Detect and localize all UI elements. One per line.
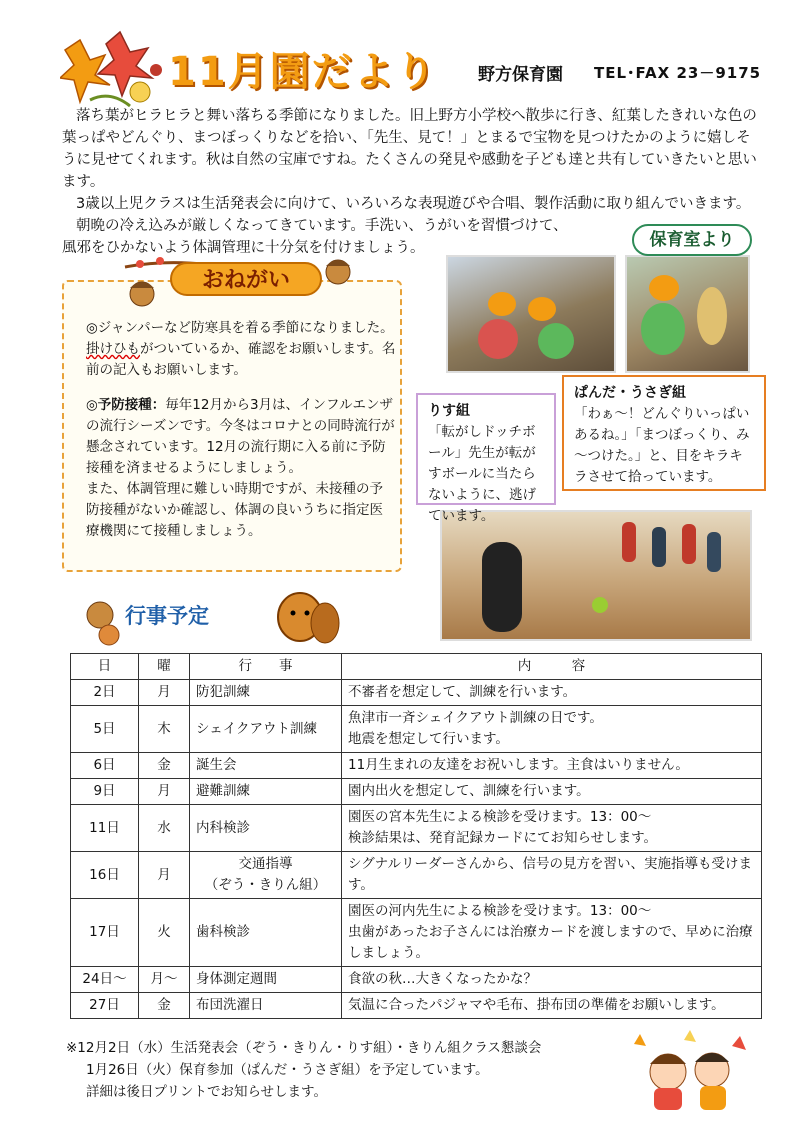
intro-paragraph: 落ち葉がヒラヒラと舞い落ちる季節になりました。旧上野方小学校へ散歩に行き、紅葉したきれいな色の葉っぱやどんぐり、まつぼっくりなどを拾い、「先生、見て！」とまるで宝物を見つけたかのように嬉しそうに見せてくれます。秋は自然の宝庫ですね。たくさんの発見や感動を子ども達と共有していきたいと思います。 <box>62 108 757 190</box>
events-heading: 行事予定 <box>125 604 209 628</box>
panda-usagi-bubble <box>562 375 766 491</box>
table-row <box>71 753 762 779</box>
risu-bubble <box>416 393 556 524</box>
cell-event: シェイクアウト訓練 <box>190 706 342 753</box>
cell-day: 24日～ <box>71 967 139 993</box>
child-pinecone-photo <box>625 255 750 373</box>
table-row <box>71 899 762 967</box>
footer-line: 詳細は後日プリントでお知らせします。 <box>86 1084 327 1100</box>
cell-event: 交通指導 （ぞう・きりん組） <box>190 852 342 899</box>
cell-dow: 火 <box>139 899 190 967</box>
squirrel-icon <box>75 585 345 647</box>
school-name: 野方保育園 <box>478 65 563 85</box>
intro-paragraph: 風邪をひかないよう体調管理に十分気を付けましょう。 <box>62 240 425 256</box>
children-acorn-photo <box>446 255 616 373</box>
cell-detail: 食欲の秋…大きくなったかな？ <box>342 967 762 993</box>
notice-body <box>86 318 396 556</box>
notice-text: 毎年12月から3月は、インフルエンザの流行シーズンです。今冬はコロナとの同時流行が懸念されています。12月の流行期に入る前に予防接種を済ませるようにしましょう。 <box>86 397 395 476</box>
newsletter-title: 11月園だより <box>168 49 438 95</box>
table-row <box>71 680 762 706</box>
cell-dow: 月 <box>139 680 190 706</box>
table-row <box>71 706 762 753</box>
children-leaves-illustration <box>630 1024 750 1119</box>
cell-event: 防犯訓練 <box>190 680 342 706</box>
notice-text: ジャンパーなど防寒具を着る季節になりました。 <box>97 320 394 336</box>
cell-detail: 園医の河内先生による検診を受けます。13：00～ 虫歯があったお子さんには治療カードを渡しますので、早めに治療しましょう。 <box>342 899 762 967</box>
notice-text: がついているか、確認をお願いします。名前の記入もお願いします。 <box>86 341 396 378</box>
table-row <box>71 967 762 993</box>
column-header: 曜 <box>139 654 190 680</box>
table-row <box>71 993 762 1019</box>
cell-day: 17日 <box>71 899 139 967</box>
bubble-title: ぱんだ・うさぎ組 <box>574 385 686 401</box>
cell-day: 11日 <box>71 805 139 852</box>
notice-subheading: 予防接種： <box>97 397 166 413</box>
bubble-text: 「わぁ～！どんぐりいっぱいあるね。」「まつぼっくり、み～つけた。」と、目をキラキラさせて拾っています。 <box>574 406 750 485</box>
bullet-mark: ◎ <box>86 320 98 336</box>
events-table <box>70 653 762 1019</box>
cell-detail: 園内出火を想定して、訓練を行います。 <box>342 779 762 805</box>
cell-dow: 月～ <box>139 967 190 993</box>
cell-detail: 11月生まれの友達をお祝いします。主食はいりません。 <box>342 753 762 779</box>
table-row <box>71 779 762 805</box>
cell-detail: 気温に合ったパジャマや毛布、掛布団の準備をお願いします。 <box>342 993 762 1019</box>
footer-notes <box>66 1037 626 1103</box>
cell-day: 9日 <box>71 779 139 805</box>
bubble-title: りす組 <box>428 403 470 419</box>
cell-detail: 不審者を想定して、訓練を行います。 <box>342 680 762 706</box>
bullet-mark: ◎ <box>86 397 98 413</box>
cell-detail: 園医の宮本先生による検診を受けます。13：00～ 検診結果は、発育記録カードにてお知らせします。 <box>342 805 762 852</box>
intro-paragraph: 3歳以上児クラスは生活発表会に向けて、いろいろな表現遊びや合唱、製作活動に取り組んでいきます。 <box>76 196 751 212</box>
footer-line: ※12月2日（水）生活発表会（ぞう・きりん・りす組）・きりん組クラス懇談会 <box>66 1040 542 1056</box>
notice-text: また、体調管理に難しい時期ですが、未接種の予防接種がないか確認し、体調の良いうちに指定医療機関にて接種しましょう。 <box>86 481 383 539</box>
table-row <box>71 852 762 899</box>
header <box>0 0 807 95</box>
cell-day: 16日 <box>71 852 139 899</box>
intro-paragraph: 朝晩の冷え込みが厳しくなってきています。手洗い、うがいを習慣づけて、 <box>76 218 568 234</box>
cell-event: 内科検診 <box>190 805 342 852</box>
cell-day: 27日 <box>71 993 139 1019</box>
notice-item <box>86 318 396 381</box>
cell-event: 歯科検診 <box>190 899 342 967</box>
cell-detail: 魚津市一斉シェイクアウト訓練の日です。 地震を想定して行います。 <box>342 706 762 753</box>
events-table-body <box>71 680 762 1019</box>
cell-event: 身体測定週間 <box>190 967 342 993</box>
cell-event: 誕生会 <box>190 753 342 779</box>
cell-dow: 金 <box>139 993 190 1019</box>
highlight-text: 掛けひも <box>86 341 140 357</box>
notice-item <box>86 395 396 479</box>
table-row <box>71 805 762 852</box>
cell-day: 6日 <box>71 753 139 779</box>
cell-detail: シグナルリーダーさんから、信号の見方を習い、実施指導も受けます。 <box>342 852 762 899</box>
dodgeball-photo <box>440 510 752 641</box>
notice-title: おねがい <box>170 262 322 296</box>
bubble-text: 「転がしドッチボール」先生が転がすボールに当たらないように、逃げています。 <box>428 424 536 524</box>
cell-event: 避難訓練 <box>190 779 342 805</box>
column-header: 内 容 <box>342 654 762 680</box>
nursery-room-tag: 保育室より <box>632 224 752 256</box>
cell-day: 2日 <box>71 680 139 706</box>
table-header-row <box>71 654 762 680</box>
cell-event: 布団洗濯日 <box>190 993 342 1019</box>
phone-fax: TEL･FAX 23－9175 <box>594 64 762 82</box>
column-header: 行 事 <box>190 654 342 680</box>
column-header: 日 <box>71 654 139 680</box>
footer-line: 1月26日（火）保育参加（ぱんだ・うさぎ組）を予定しています。 <box>86 1062 489 1078</box>
cell-dow: 月 <box>139 779 190 805</box>
cell-dow: 金 <box>139 753 190 779</box>
cell-dow: 月 <box>139 852 190 899</box>
cell-day: 5日 <box>71 706 139 753</box>
cell-dow: 木 <box>139 706 190 753</box>
cell-dow: 水 <box>139 805 190 852</box>
